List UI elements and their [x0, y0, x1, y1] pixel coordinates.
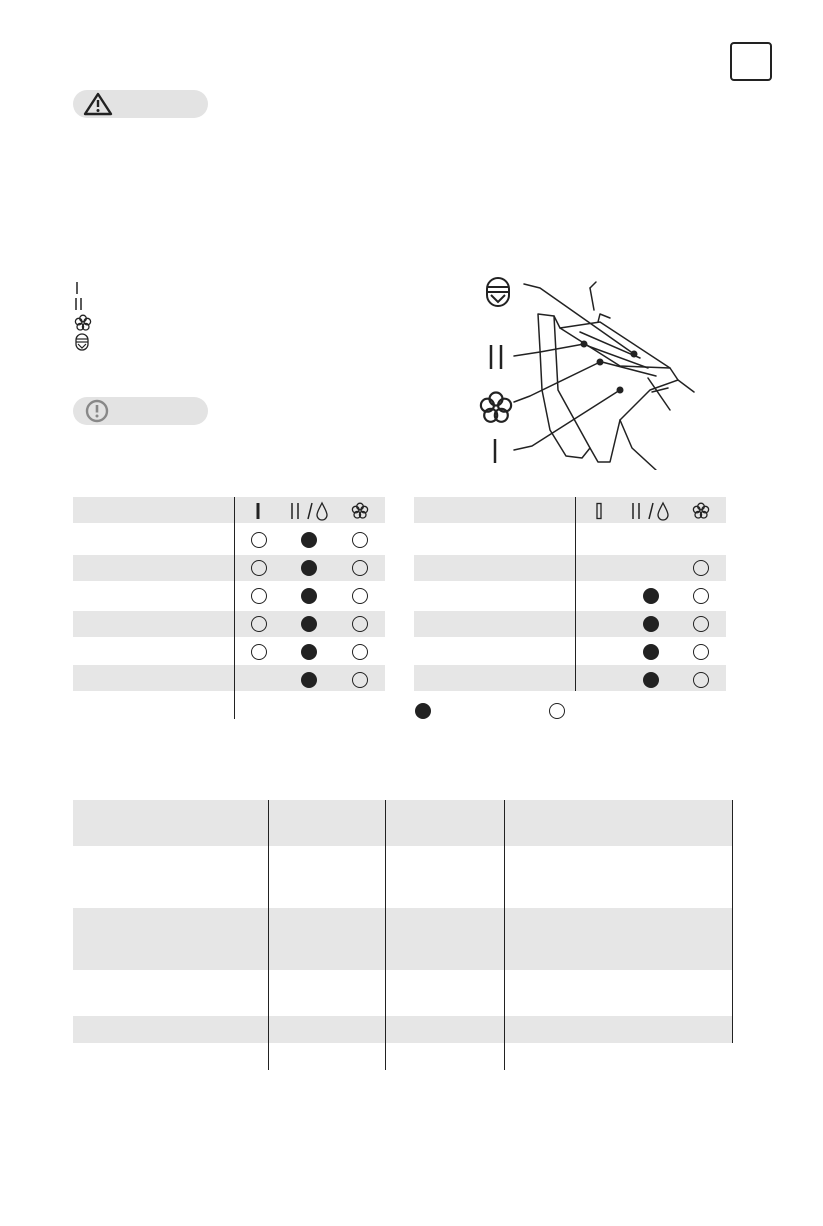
optional-dot [352, 560, 368, 576]
compartment-1-outline-icon [595, 502, 605, 520]
table-header-row [73, 497, 385, 523]
optional-dot [251, 588, 267, 604]
legend-softener [74, 314, 92, 332]
table-row-shade [73, 555, 385, 581]
table-divider [732, 800, 733, 1043]
required-dot [301, 672, 317, 688]
optional-dot [251, 532, 267, 548]
required-dot [643, 588, 659, 604]
warning-label [73, 90, 208, 118]
legend-siphon [74, 333, 90, 351]
optional-dot [693, 644, 709, 660]
optional-dot [693, 672, 709, 688]
table-row [73, 1043, 733, 1070]
table-row [73, 970, 733, 1016]
legend-compartment-2 [74, 297, 88, 311]
optional-dot [251, 616, 267, 632]
required-dot [301, 616, 317, 632]
optional-dot [693, 616, 709, 632]
compartment-1-icon [490, 437, 502, 465]
compartment-1-icon [254, 502, 264, 520]
table-divider [268, 800, 269, 1070]
table-row-shade [414, 555, 726, 581]
optional-dot-legend [549, 703, 565, 719]
softener-flower-icon [478, 390, 514, 426]
table-header-row [73, 800, 733, 846]
siphon-icon [485, 276, 511, 308]
siphon-icon [74, 333, 90, 351]
softener-flower-icon [74, 314, 92, 332]
required-dot [643, 616, 659, 632]
compartment-2-drop-icon [630, 500, 674, 522]
optional-dot [251, 560, 267, 576]
table-row-shade [73, 665, 385, 691]
table-row [73, 908, 733, 970]
warning-triangle-icon [83, 92, 113, 116]
optional-dot [352, 616, 368, 632]
table-divider [575, 497, 576, 691]
optional-dot [352, 588, 368, 604]
optional-dot [352, 644, 368, 660]
table-row-shade [414, 665, 726, 691]
table-divider [385, 800, 386, 1070]
optional-dot [352, 532, 368, 548]
required-dot [301, 644, 317, 660]
required-dot [301, 532, 317, 548]
required-dot-legend [415, 703, 431, 719]
compartment-1-icon [74, 281, 88, 295]
optional-dot [693, 588, 709, 604]
optional-dot [352, 672, 368, 688]
legend-compartment-1 [74, 281, 88, 295]
note-label [73, 397, 208, 425]
compartment-2-icon [74, 297, 88, 311]
table-row-shade [73, 611, 385, 637]
required-dot [643, 644, 659, 660]
softener-flower-icon [692, 502, 710, 520]
required-dot [301, 588, 317, 604]
exclamation-circle-icon [83, 399, 111, 423]
table-row-shade [414, 611, 726, 637]
required-dot [643, 672, 659, 688]
page-number-box [730, 42, 772, 81]
optional-dot [251, 644, 267, 660]
table-divider [234, 497, 235, 719]
compartment-2-icon [487, 343, 507, 371]
table-divider [504, 800, 505, 1070]
compartment-2-drop-icon [289, 500, 333, 522]
table-row [73, 846, 733, 908]
table-header-row [414, 497, 726, 523]
optional-dot [693, 560, 709, 576]
softener-flower-icon [351, 502, 369, 520]
table-row [73, 1016, 733, 1043]
required-dot [301, 560, 317, 576]
